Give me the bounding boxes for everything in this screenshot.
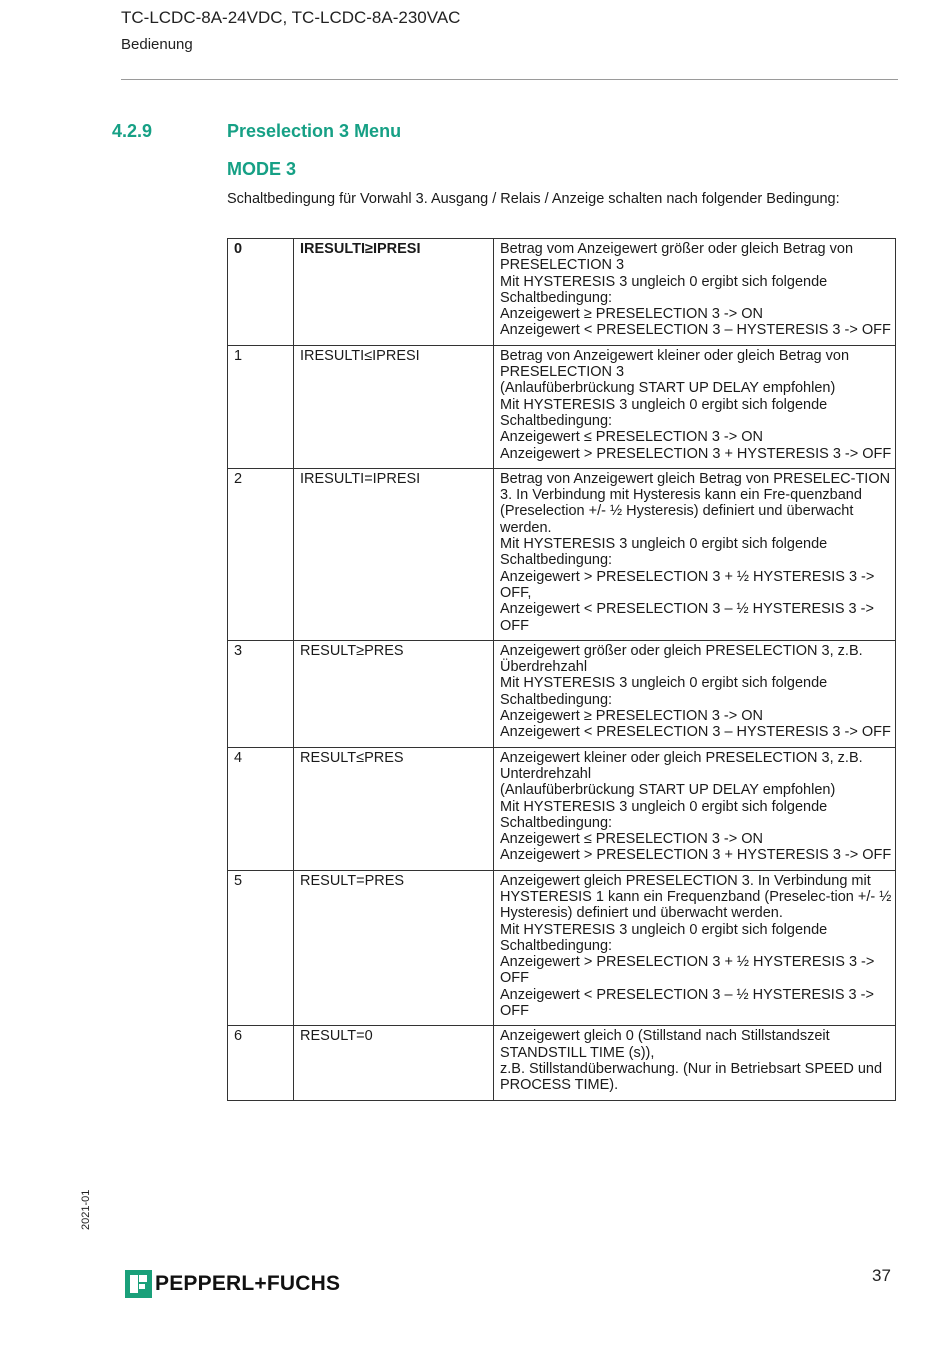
mode-condition: RESULT≤PRES: [294, 747, 494, 870]
mode-condition: RESULT=0: [294, 1026, 494, 1100]
description-line: Anzeigewert gleich 0 (Stillstand nach Stillstandszeit STANDSTILL TIME (s)),: [500, 1028, 830, 1061]
description-line: Anzeigewert > PRESELECTION 3 + HYSTERESIS 3 -> OFF: [500, 847, 892, 864]
mode-number: 0: [228, 239, 294, 346]
logo-text: PEPPERL+FUCHS: [155, 1272, 341, 1295]
section-title: Preselection 3 Menu: [227, 121, 402, 141]
description-line: Anzeigewert < PRESELECTION 3 – HYSTERESIS 3 -> OFF: [500, 322, 891, 339]
table-row: [228, 640, 896, 747]
mode-condition: IRESULTI=IPRESI: [294, 468, 494, 640]
mode-description: [494, 1026, 896, 1100]
table-row: [228, 239, 896, 346]
description-line: Anzeigewert > PRESELECTION 3 + ½ HYSTERESIS 3 -> OFF: [500, 954, 875, 987]
mode-description: [494, 747, 896, 870]
description-line: Anzeigewert < PRESELECTION 3 – ½ HYSTERESIS 3 -> OFF: [500, 601, 874, 634]
description-line: Anzeigewert > PRESELECTION 3 + ½ HYSTERESIS 3 -> OFF,: [500, 568, 875, 601]
description-line: Anzeigewert gleich PRESELECTION 3. In Verbindung mit HYSTERESIS 1 kann ein Frequenzband (Preselec-tion +/- ½ Hysteresis) definiert und überwacht werden.: [500, 872, 892, 922]
description-line: Anzeigewert < PRESELECTION 3 – HYSTERESIS 3 -> OFF: [500, 724, 891, 741]
document-title: TC-LCDC-8A-24VDC, TC-LCDC-8A-230VAC: [121, 8, 461, 27]
table-row: [228, 1026, 896, 1100]
description-line: Anzeigewert < PRESELECTION 3 – ½ HYSTERESIS 3 -> OFF: [500, 986, 874, 1020]
description-line: (Anlaufüberbrückung START UP DELAY empfohlen): [500, 782, 836, 799]
table-row: [228, 747, 896, 870]
description-line: Anzeigewert kleiner oder gleich PRESELECTION 3, z.B. Unterdrehzahl: [500, 749, 863, 782]
mode-number: 1: [228, 345, 294, 468]
mode-number: 4: [228, 747, 294, 870]
mode-description: [494, 870, 896, 1026]
mode-condition: RESULT≥PRES: [294, 640, 494, 747]
mode-number: 6: [228, 1026, 294, 1100]
edition-date: 2021-01: [80, 1189, 92, 1230]
mode-description: [494, 468, 896, 640]
description-line: Mit HYSTERESIS 3 ungleich 0 ergibt sich folgende Schaltbedingung:: [500, 921, 828, 954]
pepperl-fuchs-logo-icon: [125, 1270, 152, 1298]
description-line: Mit HYSTERESIS 3 ungleich 0 ergibt sich folgende Schaltbedingung:: [500, 798, 828, 831]
page-number: 37: [872, 1266, 891, 1285]
mode-description: [494, 239, 896, 346]
description-line: Anzeigewert > PRESELECTION 3 + HYSTERESIS 3 -> OFF: [500, 445, 892, 462]
table-row: [228, 345, 896, 468]
description-line: Mit HYSTERESIS 3 ungleich 0 ergibt sich folgende Schaltbedingung:: [500, 675, 828, 708]
description-line: Anzeigewert ≤ PRESELECTION 3 -> ON: [500, 429, 764, 446]
description-line: Betrag vom Anzeigewert größer oder gleich Betrag von PRESELECTION 3: [500, 241, 854, 274]
description-line: Anzeigewert größer oder gleich PRESELECTION 3, z.B. Überdrehzahl: [500, 642, 863, 676]
description-line: Mit HYSTERESIS 3 ungleich 0 ergibt sich folgende Schaltbedingung:: [500, 273, 828, 306]
mode-description: [494, 345, 896, 468]
header-divider: [121, 79, 898, 80]
section-number: 4.2.9: [112, 121, 153, 141]
table-row: [228, 468, 896, 640]
mode-description: [494, 640, 896, 747]
description-line: Mit HYSTERESIS 3 ungleich 0 ergibt sich folgende Schaltbedingung:: [500, 536, 828, 569]
description-line: Anzeigewert ≥ PRESELECTION 3 -> ON: [500, 708, 764, 725]
description-line: Betrag von Anzeigewert kleiner oder gleich Betrag von PRESELECTION 3: [500, 347, 850, 381]
mode-condition: IRESULTI≤IPRESI: [294, 345, 494, 468]
mode-number: 3: [228, 640, 294, 747]
table-row: [228, 870, 896, 1026]
mode-condition: IRESULTI≥IPRESI: [294, 239, 494, 346]
description-line: (Anlaufüberbrückung START UP DELAY empfohlen): [500, 380, 836, 397]
brand-logo: [125, 1270, 340, 1298]
description-line: Anzeigewert ≥ PRESELECTION 3 -> ON: [500, 306, 764, 323]
mode-condition: RESULT=PRES: [294, 870, 494, 1026]
description-line: Mit HYSTERESIS 3 ungleich 0 ergibt sich folgende Schaltbedingung:: [500, 396, 828, 429]
mode-number: 5: [228, 870, 294, 1026]
document-subtitle: Bedienung: [121, 36, 193, 53]
mode-title: MODE 3: [227, 159, 297, 179]
description-line: Anzeigewert ≤ PRESELECTION 3 -> ON: [500, 831, 764, 848]
description-line: Betrag von Anzeigewert gleich Betrag von PRESELEC-TION 3. In Verbindung mit Hysteresis kann ein Fre-quenzband (Preselection +/- ½ Hysteresis) definiert und überwacht werden.: [500, 470, 891, 536]
mode-table: [227, 238, 896, 1101]
mode-number: 2: [228, 468, 294, 640]
description-line: z.B. Stillstandüberwachung. (Nur in Betriebsart SPEED und PROCESS TIME).: [500, 1060, 883, 1094]
intro-paragraph: Schaltbedingung für Vorwahl 3. Ausgang / Relais / Anzeige schalten nach folgender Bedingung:: [227, 191, 840, 207]
